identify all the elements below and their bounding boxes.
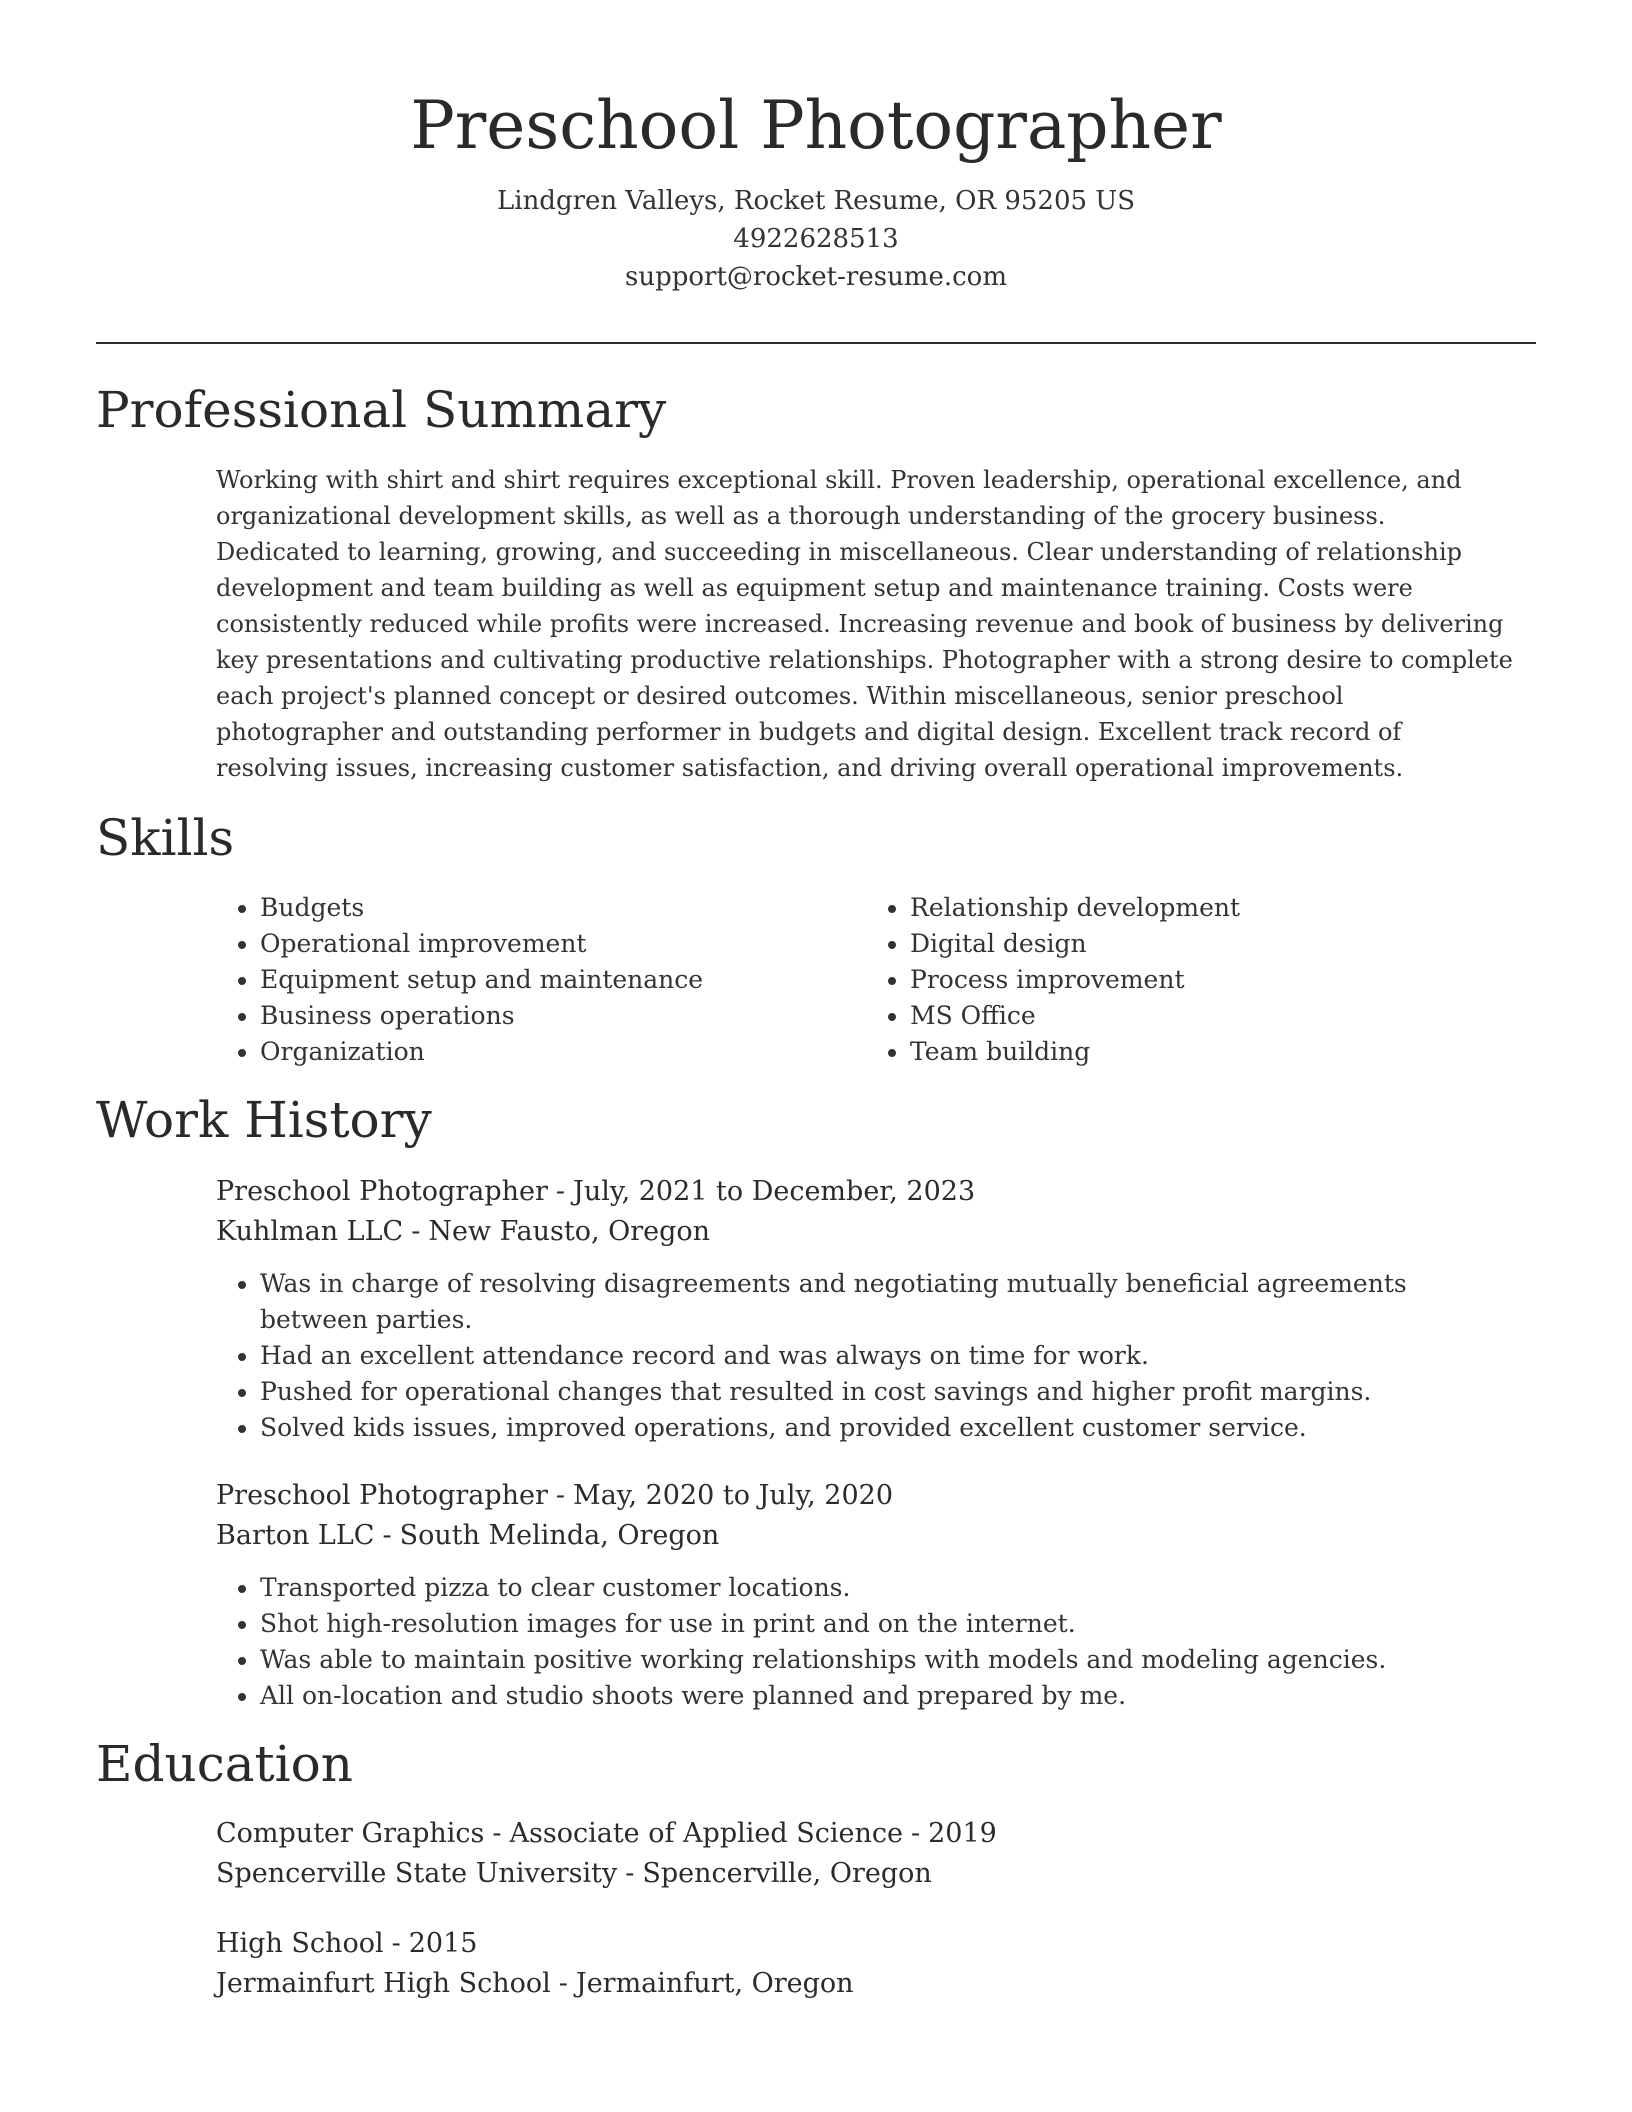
education-school-line: Spencerville State University - Spencerville, Oregon: [216, 1858, 932, 1889]
skill-item: • Team building: [910, 1034, 1486, 1070]
job-company: Kuhlman LLC: [216, 1216, 404, 1247]
job-entry: [216, 1476, 1516, 1714]
job-company: Barton LLC: [216, 1520, 375, 1551]
skill-item: • Budgets: [260, 890, 836, 926]
contact-address: Lindgren Valleys, Rocket Resume, OR 95205 US: [496, 186, 1136, 216]
skills-list-left: [216, 890, 836, 1070]
education-degree: Associate of Applied Science: [509, 1818, 903, 1849]
job-bullet: • Was able to maintain positive working relationships with models and modeling agencies.: [260, 1642, 1516, 1678]
education-year: 2015: [408, 1928, 478, 1959]
skill-item: • Process improvement: [910, 962, 1486, 998]
skills-heading: Skills: [96, 809, 235, 867]
summary-heading: Professional Summary: [96, 381, 667, 439]
skill-item: • Organization: [260, 1034, 836, 1070]
job-title: Preschool Photographer: [216, 1176, 548, 1207]
summary-text: Working with shirt and shirt requires exceptional skill. Proven leadership, operational excellence, and organizational development skills, as well as a thorough understanding of the grocery business. Dedicated to learning, growing, and succeeding in miscellaneous. Clear understanding of relationship development and team building as well as equipment setup and maintenance training. Costs were consistently reduced while profits were increased. Increasing revenue and book of business by delivering key presentations and cultivating productive relationships. Photographer with a strong desire to complete each project's planned concept or desired outcomes. Within miscellaneous, senior preschool photographer and outstanding performer in budgets and digital design. Excellent track record of resolving issues, increasing customer satisfaction, and driving overall operational improvements.: [216, 466, 1513, 782]
job-title-line: Preschool Photographer - May, 2020 to July, 2020: [216, 1480, 893, 1511]
skill-item: • Business operations: [260, 998, 836, 1034]
job-dates: July, 2021 to December, 2023: [573, 1176, 976, 1207]
skill-item: • Equipment setup and maintenance: [260, 962, 836, 998]
education-school-line: Jermainfurt High School - Jermainfurt, Oregon: [216, 1968, 854, 1999]
education-heading: Education: [96, 1735, 353, 1793]
job-dates: May, 2020 to July, 2020: [573, 1480, 893, 1511]
job-title-line: Preschool Photographer - July, 2021 to December, 2023: [216, 1176, 976, 1207]
skills-list-right: [866, 890, 1486, 1070]
job-bullets: [216, 1570, 1516, 1714]
skill-item: • MS Office: [910, 998, 1486, 1034]
education-entry: [216, 1814, 1516, 1894]
job-bullet: • Pushed for operational changes that resulted in cost savings and higher profit margins.: [260, 1374, 1516, 1410]
education-degree-line: Computer Graphics - Associate of Applied Science - 2019: [216, 1818, 997, 1849]
education-entry: [216, 1924, 1516, 2004]
education-year: 2019: [928, 1818, 997, 1849]
job-bullets: [216, 1266, 1516, 1446]
job-location: South Melinda, Oregon: [399, 1520, 720, 1551]
job-bullet: • Shot high-resolution images for use in print and on the internet.: [260, 1606, 1516, 1642]
contact-email: support@rocket-resume.com: [624, 262, 1007, 292]
education-degree-line: High School - 2015: [216, 1928, 478, 1959]
education-field: Computer Graphics: [216, 1818, 485, 1849]
skill-item: • Operational improvement: [260, 926, 836, 962]
contact-info: [96, 182, 1536, 296]
header-divider: [96, 342, 1536, 344]
education-field: High School: [216, 1928, 384, 1959]
job-bullet: • Transported pizza to clear customer locations.: [260, 1570, 1516, 1606]
skill-item: • Relationship development: [910, 890, 1486, 926]
education-location: Jermainfurt, Oregon: [575, 1968, 854, 1999]
job-company-line: Kuhlman LLC - New Fausto, Oregon: [216, 1216, 711, 1247]
education-location: Spencerville, Oregon: [642, 1858, 932, 1889]
job-bullet: • Was in charge of resolving disagreements and negotiating mutually beneficial agreements between parties.: [260, 1266, 1516, 1338]
job-company-line: Barton LLC - South Melinda, Oregon: [216, 1520, 720, 1551]
job-entry: [216, 1172, 1516, 1446]
skill-item: • Digital design: [910, 926, 1486, 962]
job-location: New Fausto, Oregon: [428, 1216, 711, 1247]
education-school: Jermainfurt High School: [216, 1968, 551, 1999]
job-bullet: • Had an excellent attendance record and was always on time for work.: [260, 1338, 1516, 1374]
resume-header: [96, 80, 1536, 296]
contact-phone: 4922628513: [733, 224, 899, 254]
candidate-name: Preschool Photographer: [410, 87, 1222, 164]
education-school: Spencerville State University: [216, 1858, 618, 1889]
job-bullet: • All on-location and studio shoots were planned and prepared by me.: [260, 1678, 1516, 1714]
work-history-heading: Work History: [96, 1091, 432, 1149]
job-bullet: • Solved kids issues, improved operations, and provided excellent customer service.: [260, 1410, 1516, 1446]
job-title: Preschool Photographer: [216, 1480, 548, 1511]
